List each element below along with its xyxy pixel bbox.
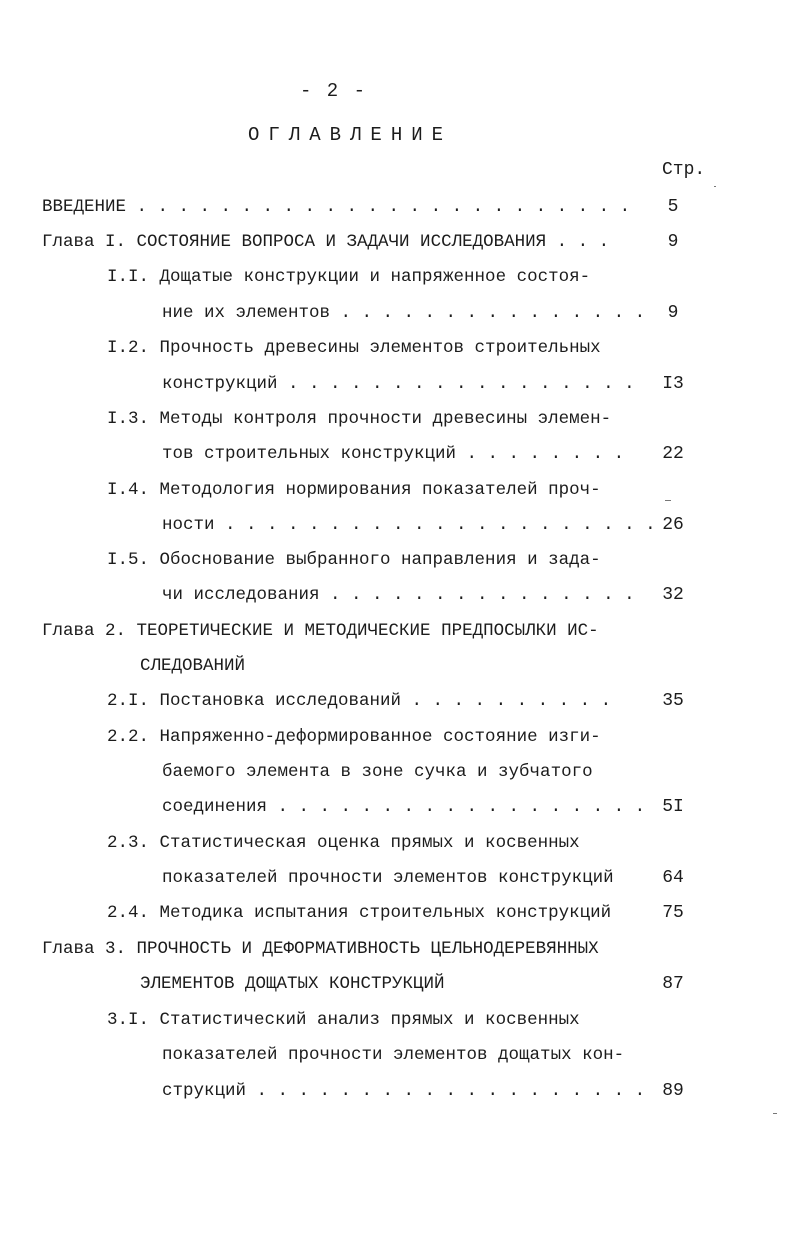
toc-page-chapter-3: 87 bbox=[662, 974, 684, 994]
toc-page-1-5: 32 bbox=[662, 585, 684, 605]
toc-page-intro: 5 bbox=[667, 197, 679, 217]
toc-page-2-1: 35 bbox=[662, 691, 684, 711]
toc-entry-1-5-cont: чи исследования . . . . . . . . . . . . . . . bbox=[162, 585, 635, 605]
toc-entry-2-2: 2.2. Напряженно-деформированное состояние изги- bbox=[107, 727, 601, 747]
toc-page-1-4: 26 bbox=[662, 515, 684, 535]
toc-entry-chapter-1: Глава I. СОСТОЯНИЕ ВОПРОСА И ЗАДАЧИ ИССЛЕДОВАНИЯ . . . bbox=[42, 232, 610, 252]
toc-page-chapter-1: 9 bbox=[667, 232, 679, 252]
toc-entry-2-3: 2.3. Статистическая оценка прямых и косвенных bbox=[107, 833, 580, 853]
page-number: - 2 - bbox=[300, 80, 368, 102]
scan-speck bbox=[665, 500, 671, 501]
page-title: ОГЛАВЛЕНИЕ bbox=[248, 124, 453, 146]
toc-entry-1-1: I.I. Дощатые конструкции и напряженное состоя- bbox=[107, 267, 591, 287]
toc-entry-1-3: I.3. Методы контроля прочности древесины элемен- bbox=[107, 409, 612, 429]
toc-entry-2-3-cont: показателей прочности элементов конструкций bbox=[162, 868, 614, 888]
toc-page-1-1: 9 bbox=[667, 303, 679, 323]
toc-entry-chapter-2-cont: СЛЕДОВАНИЙ bbox=[140, 656, 246, 676]
toc-page-1-3: 22 bbox=[662, 444, 684, 464]
toc-entry-1-3-cont: тов строительных конструкций . . . . . . . . bbox=[162, 444, 625, 464]
toc-entry-1-5: I.5. Обоснование выбранного направления и зада- bbox=[107, 550, 601, 570]
toc-entry-chapter-3: Глава 3. ПРОЧНОСТЬ И ДЕФОРМАТИВНОСТЬ ЦЕЛЬНОДЕРЕВЯННЫХ bbox=[42, 939, 599, 959]
toc-entry-2-2-cont2: соединения . . . . . . . . . . . . . . . . . . bbox=[162, 797, 646, 817]
toc-page-2-2: 5I bbox=[662, 797, 684, 817]
scan-speck bbox=[773, 1113, 777, 1114]
toc-entry-2-2-cont: баемого элемента в зоне сучка и зубчатого bbox=[162, 762, 593, 782]
toc-entry-chapter-2: Глава 2. ТЕОРЕТИЧЕСКИЕ И МЕТОДИЧЕСКИЕ ПРЕДПОСЫЛКИ ИС- bbox=[42, 621, 599, 641]
toc-entry-1-4-cont: ности . . . . . . . . . . . . . . . . . . . . . bbox=[162, 515, 656, 535]
toc-entry-3-1: 3.I. Статистический анализ прямых и косвенных bbox=[107, 1010, 580, 1030]
toc-entry-intro: ВВЕДЕНИЕ . . . . . . . . . . . . . . . . . . . . . . . . bbox=[42, 197, 631, 217]
toc-entry-1-2-cont: конструкций . . . . . . . . . . . . . . . . . bbox=[162, 374, 635, 394]
toc-entry-1-4: I.4. Методология нормирования показателей проч- bbox=[107, 480, 601, 500]
toc-entry-1-1-cont: ние их элементов . . . . . . . . . . . . . . . bbox=[162, 303, 646, 323]
toc-page-2-3: 64 bbox=[662, 868, 684, 888]
toc-page-2-4: 75 bbox=[662, 903, 684, 923]
toc-entry-1-2: I.2. Прочность древесины элементов строительных bbox=[107, 338, 601, 358]
toc-page-3-1: 89 bbox=[662, 1081, 684, 1101]
toc-page-1-2: I3 bbox=[662, 374, 684, 394]
toc-entry-chapter-3-cont: ЭЛЕМЕНТОВ ДОЩАТЫХ КОНСТРУКЦИЙ bbox=[140, 974, 445, 994]
toc-entry-2-1: 2.I. Постановка исследований . . . . . . . . . . bbox=[107, 691, 612, 711]
toc-entry-3-1-cont2: струкций . . . . . . . . . . . . . . . . . . . bbox=[162, 1081, 646, 1101]
toc-entry-2-4: 2.4. Методика испытания строительных конструкций bbox=[107, 903, 612, 923]
scan-speck bbox=[714, 186, 716, 187]
toc-entry-3-1-cont: показателей прочности элементов дощатых кон- bbox=[162, 1045, 625, 1065]
page-column-label: Стр. bbox=[662, 160, 706, 180]
